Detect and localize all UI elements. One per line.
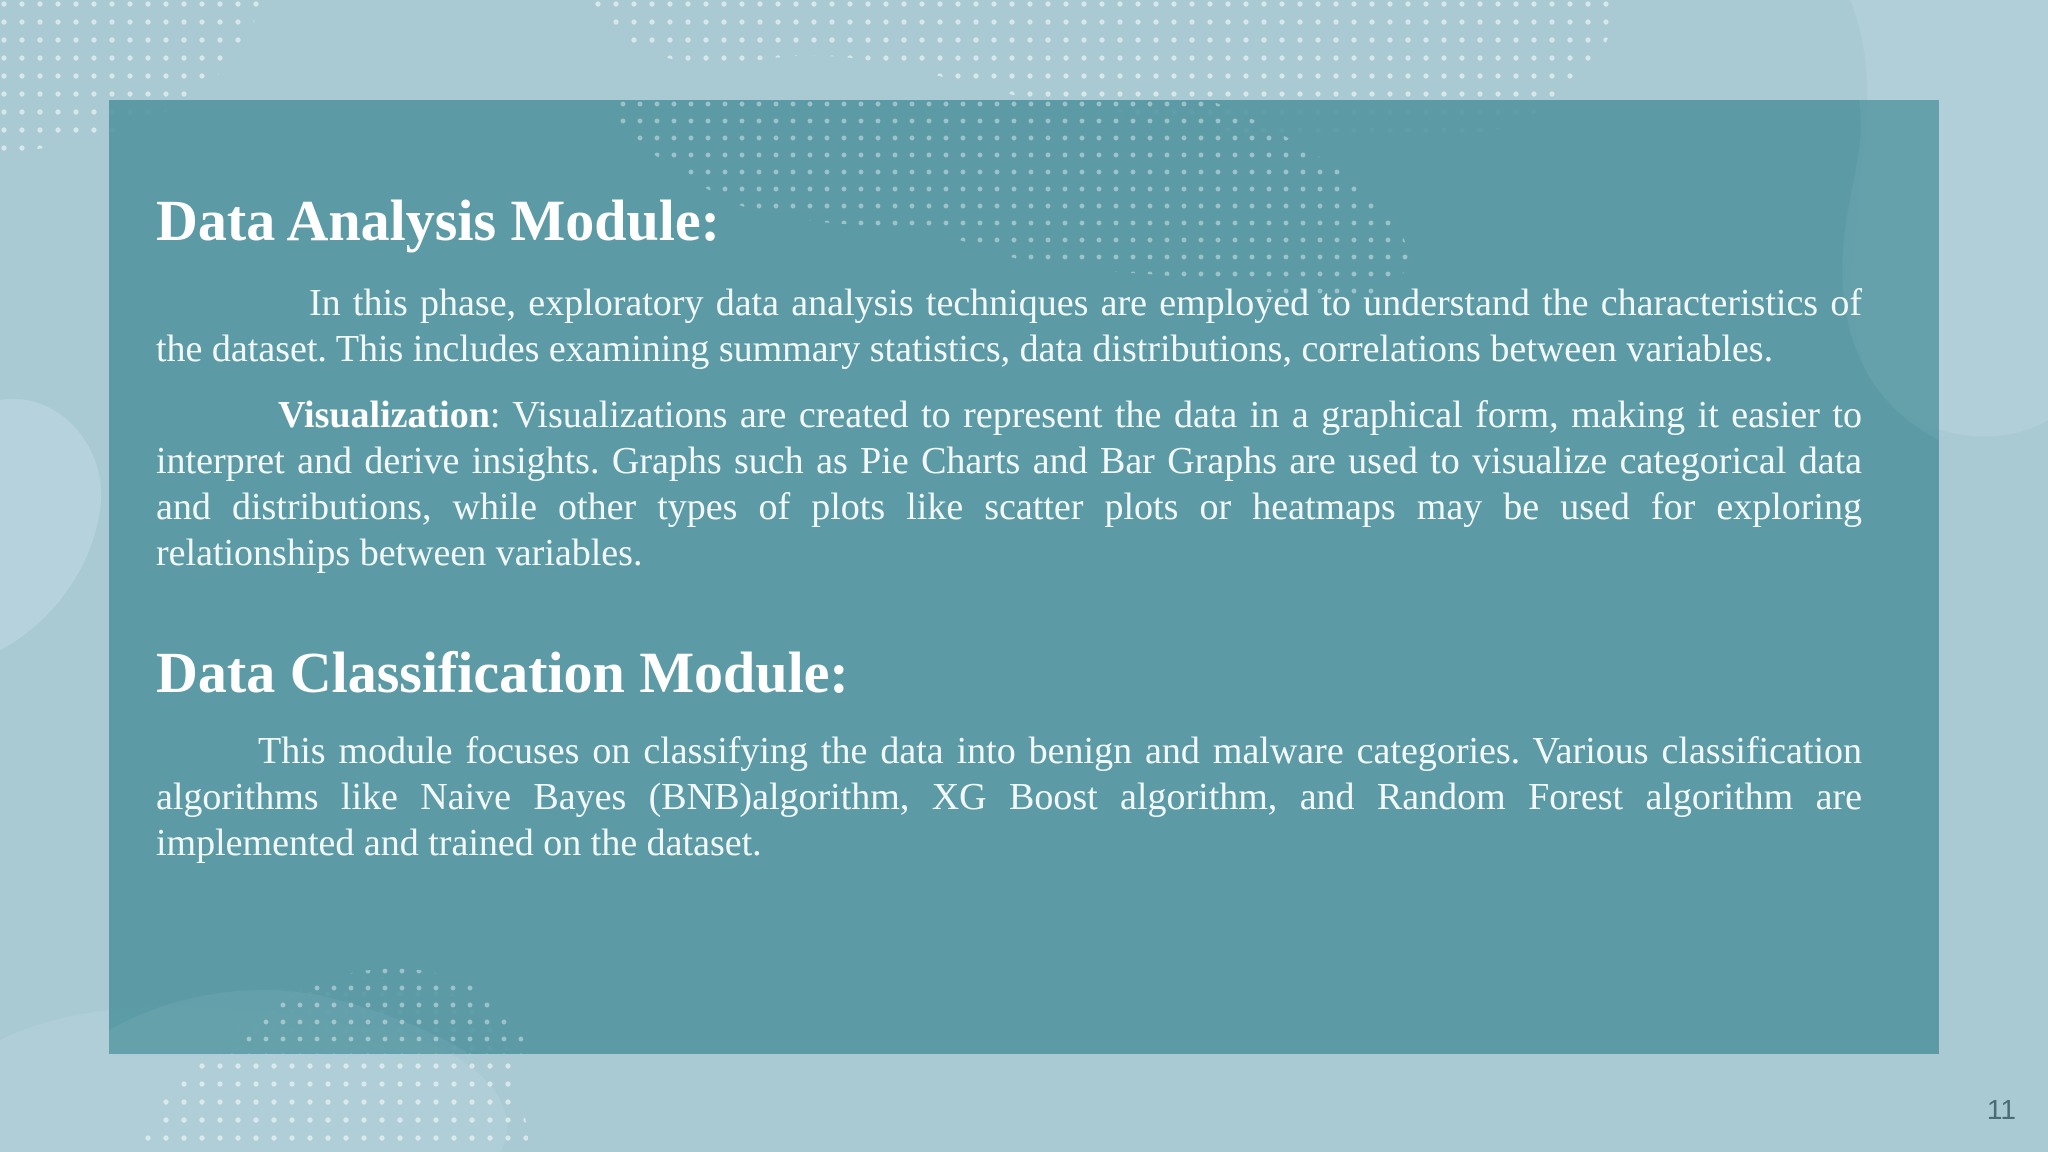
slide-content xyxy=(156,188,1862,866)
visualization-term: Visualization xyxy=(278,394,490,436)
heading-data-analysis-module: Data Analysis Module: xyxy=(156,188,720,253)
classification-paragraph: This module focuses on classifying the data into benign and malware categories. Various classification algorithms like Naive Bayes (BNB)algorithm, XG Boost algorithm, and Random Forest algorithm are implemented and trained on the dataset. xyxy=(156,730,1862,864)
page-number: 11 xyxy=(1986,1094,2016,1125)
visualization-text: : Visualizations are created to represent the data in a graphical form, making it easier to interpret and derive insights. Graphs such as Pie Charts and Bar Graphs are used to visualize categorical data and distributions, while other types of plots like scatter plots or heatmaps may be used for exploring relationships between variables. xyxy=(156,394,1862,574)
analysis-paragraph: In this phase, exploratory data analysis techniques are employed to understand the characteristics of the dataset. This includes examining summary statistics, data distributions, correlations between variables. xyxy=(156,282,1862,370)
content-panel xyxy=(109,100,1939,1054)
visualization-paragraph xyxy=(156,392,1862,576)
heading-data-classification-module: Data Classification Module: xyxy=(156,640,849,705)
